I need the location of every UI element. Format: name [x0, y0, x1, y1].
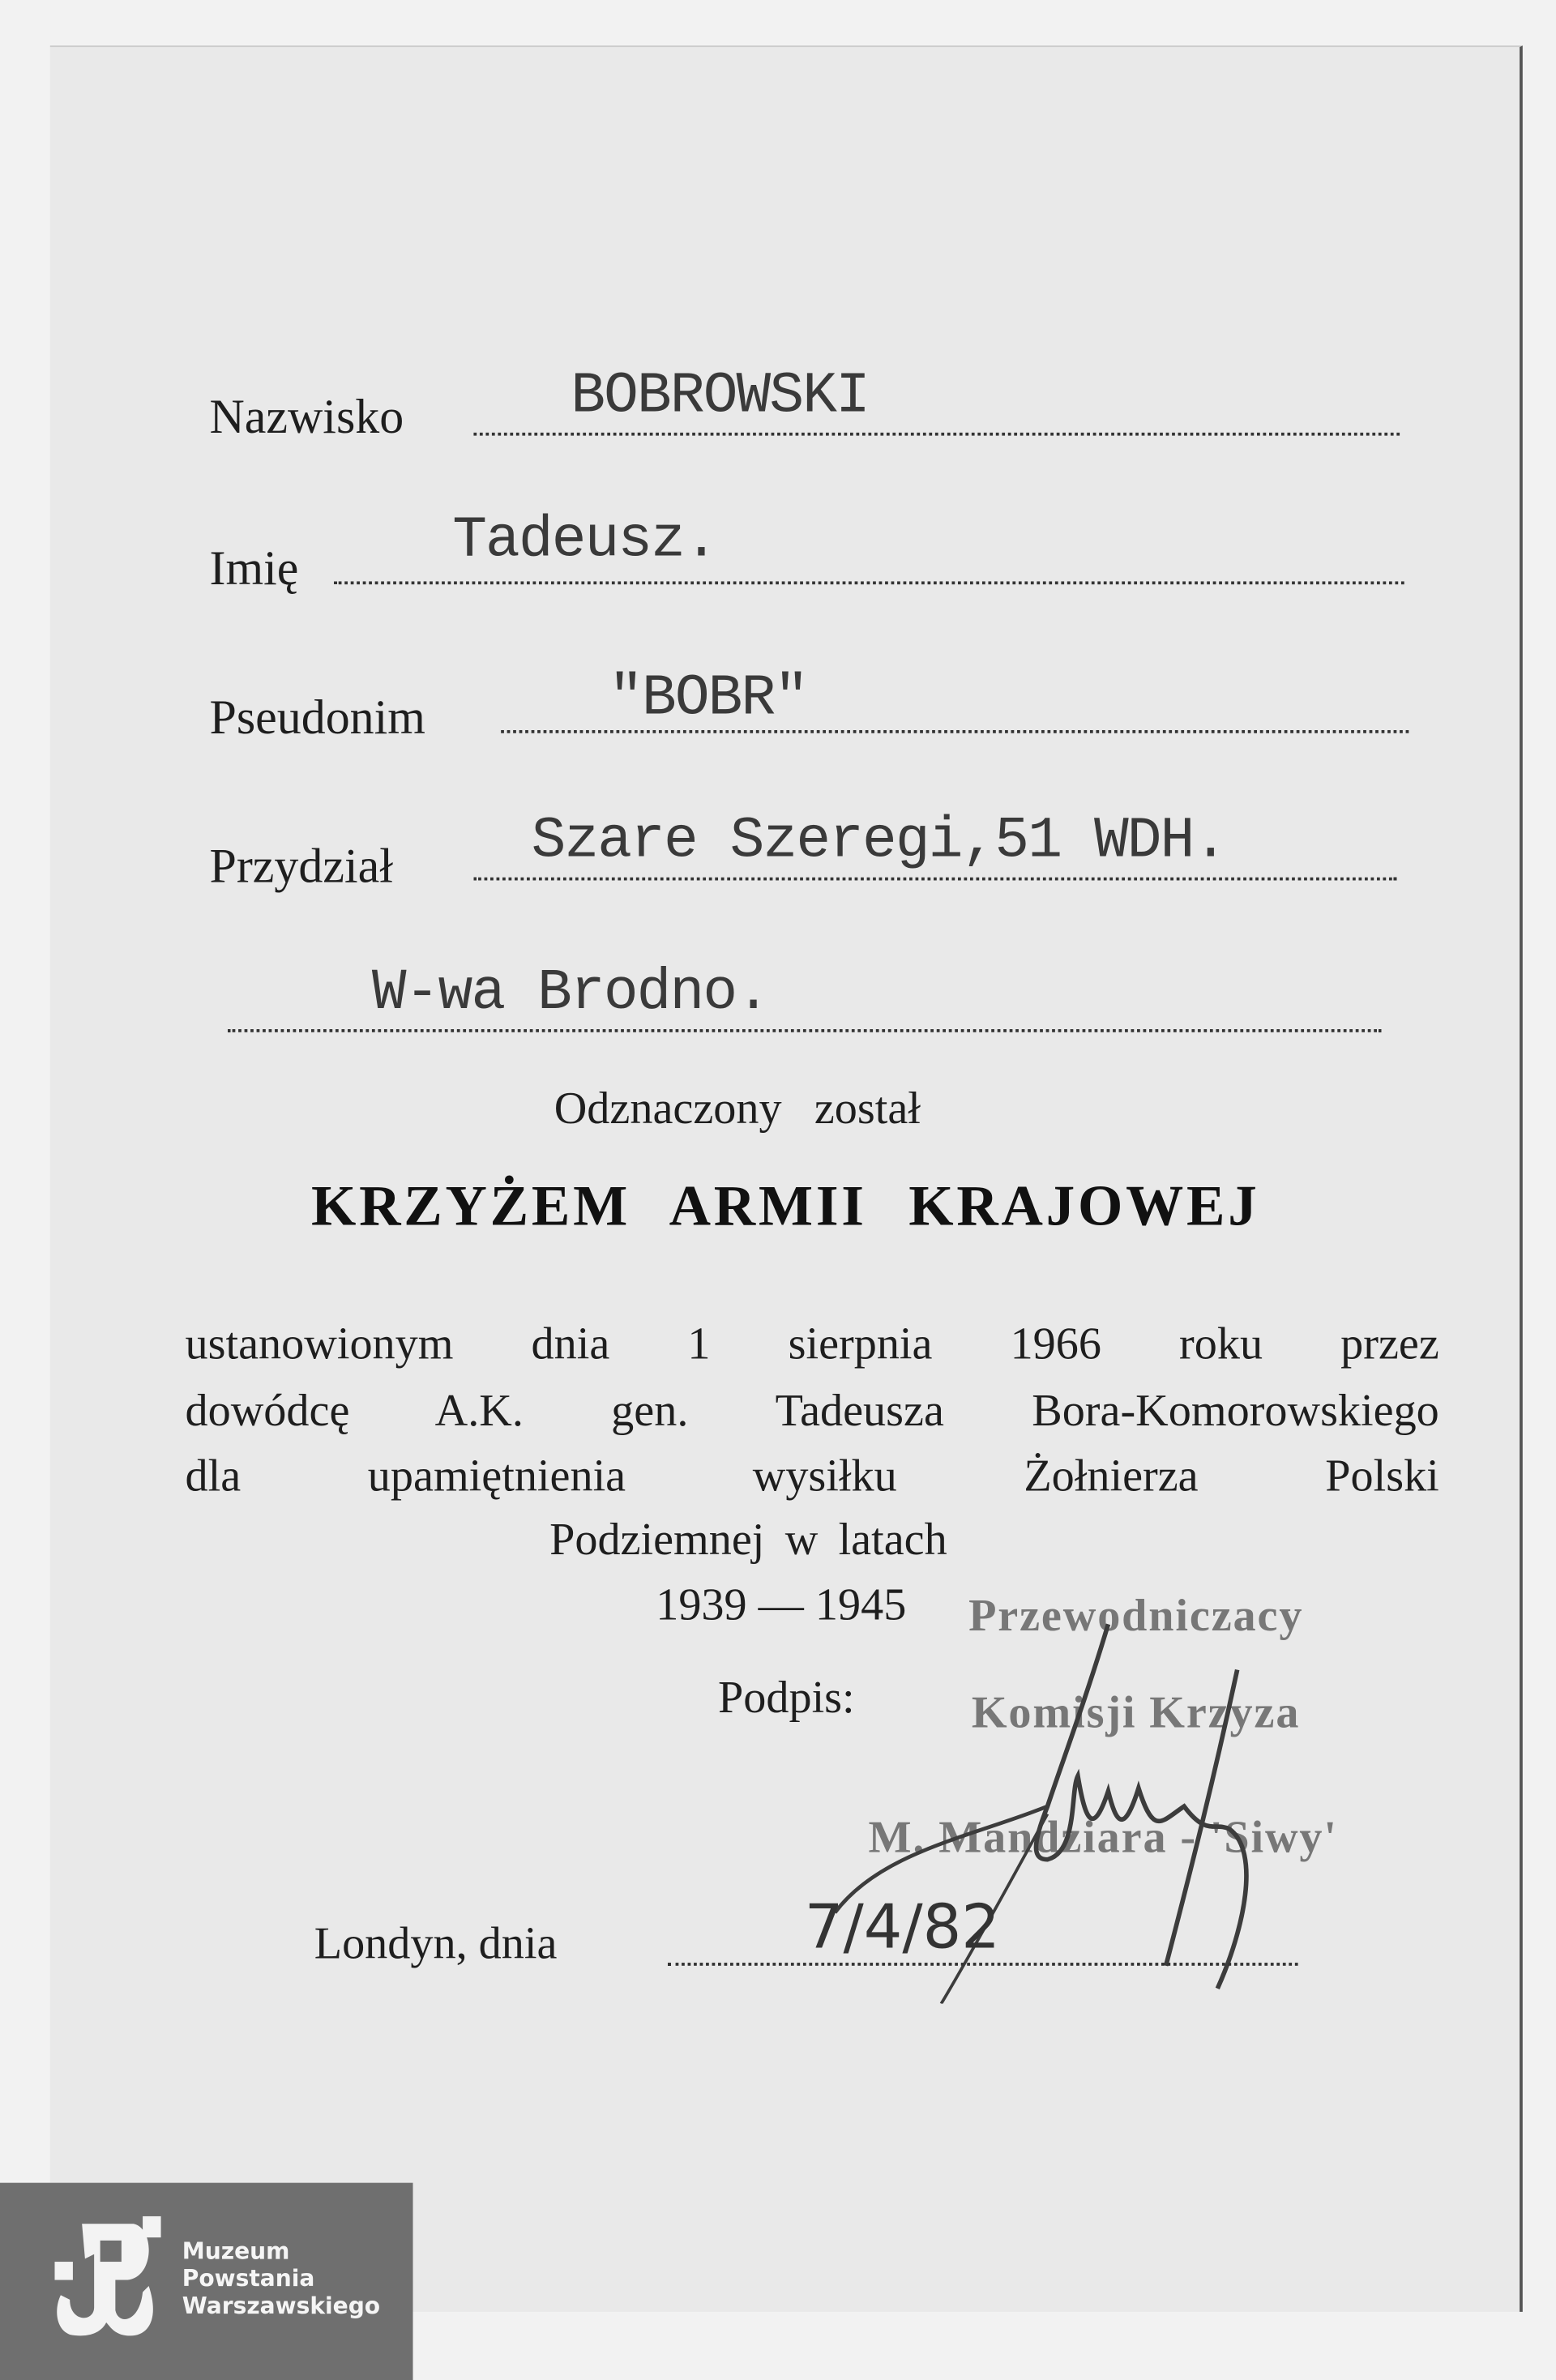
- award-years: 1939 — 1945: [656, 1580, 907, 1630]
- stamp-line-chairman: Przewodniczacy: [968, 1591, 1304, 1641]
- assignment-line2-dotted-line: [228, 1029, 1382, 1032]
- museum-name-line: Warszawskiego: [182, 2292, 381, 2320]
- pseudonym-label: Pseudonim: [209, 689, 425, 744]
- surname-label: Nazwisko: [209, 388, 404, 443]
- signature-label: Podpis:: [718, 1673, 855, 1724]
- pseudonym-value: "BOBR": [609, 666, 808, 732]
- stamp-line-commission: Komisji Krzyza: [971, 1687, 1301, 1738]
- first-name-label: Imię: [209, 540, 299, 596]
- award-description-line: dowódcę A.K. gen. Tadeusza Bora-Komorowskiego: [185, 1386, 1439, 1437]
- date-value: 7/4/82: [804, 1892, 1000, 1963]
- surname-dotted-line: [473, 433, 1400, 436]
- assignment-value: Szare Szeregi,51 WDH.: [531, 809, 1227, 874]
- award-title: KRZYŻEM ARMII KRAJOWEJ: [311, 1174, 1260, 1239]
- surname-value: BOBROWSKI: [571, 364, 869, 430]
- museum-emblem-icon: [54, 2216, 168, 2338]
- first-name-value: Tadeusz.: [452, 508, 717, 575]
- museum-name-line: Powstania: [182, 2264, 315, 2292]
- assignment-label: Przydział: [209, 838, 393, 893]
- assignment-line2-value: W-wa Brodno.: [371, 960, 770, 1027]
- award-description-center: Podziemnej w latach: [549, 1515, 947, 1566]
- place-date-label: Londyn, dnia: [314, 1918, 558, 1969]
- first-name-dotted-line: [334, 581, 1404, 584]
- award-description-line: ustanowionym dnia 1 sierpnia 1966 roku przez: [185, 1318, 1439, 1369]
- award-description-line: dla upamiętnienia wysiłku Żołnierza Polski: [185, 1451, 1439, 1502]
- stamp-line-name: M. Mandziara - 'Siwy': [868, 1812, 1338, 1863]
- date-dotted-line: [668, 1963, 1297, 1966]
- assignment-dotted-line: [473, 878, 1396, 881]
- award-intro: Odznaczony został: [554, 1083, 921, 1134]
- museum-logo: [0, 2183, 413, 2380]
- museum-name-line: Muzeum: [182, 2237, 290, 2265]
- museum-name: [182, 2237, 380, 2319]
